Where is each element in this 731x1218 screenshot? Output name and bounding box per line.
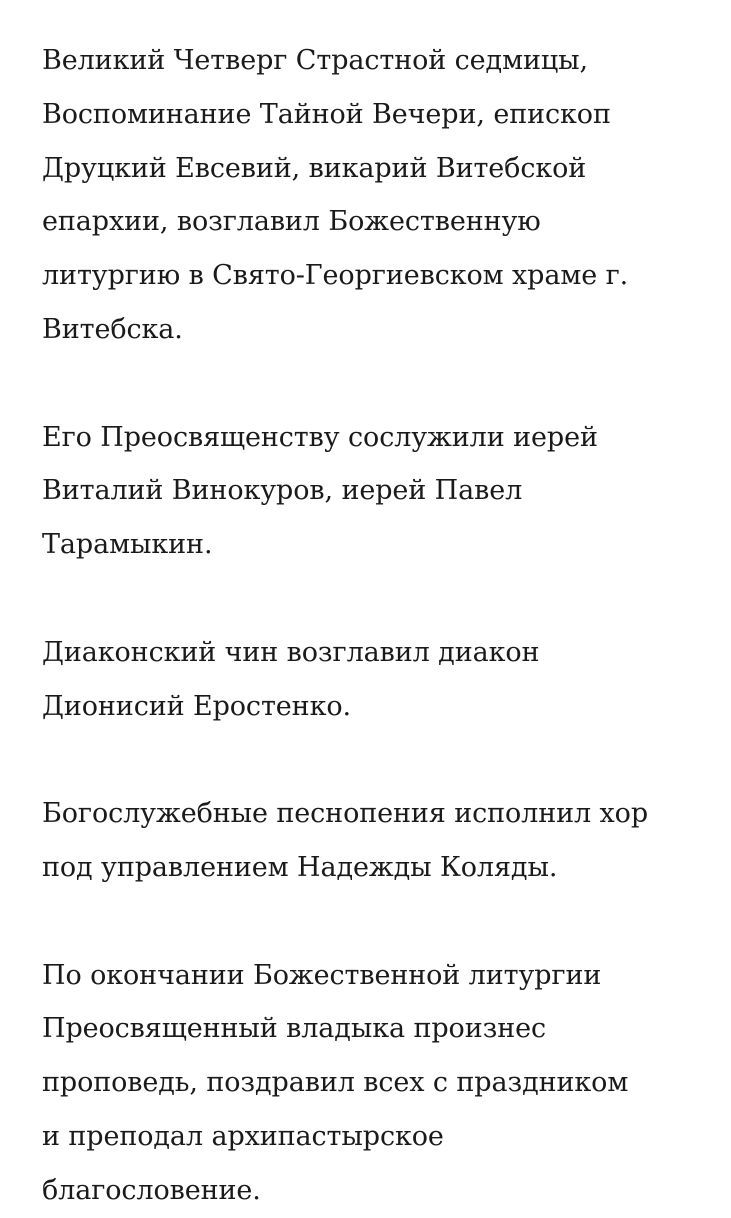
text-line: Витебска. xyxy=(42,313,183,345)
paragraph-choir xyxy=(42,787,692,895)
text-line: По окончании Божественной литургии xyxy=(42,959,602,991)
text-line: проповедь, поздравил всех с праздником xyxy=(42,1067,629,1099)
paragraph-gap xyxy=(42,895,692,949)
text-line: благословение. xyxy=(42,1174,261,1206)
paragraph-liturgy xyxy=(42,34,692,357)
paragraph-gap xyxy=(42,572,692,626)
text-line: Друцкий Евсевий, викарий Витебской xyxy=(42,152,587,184)
text-line: Богослужебные песнопения исполнил хор xyxy=(42,798,649,830)
text-line: Виталий Винокуров, иерей Павел xyxy=(42,475,523,507)
text-line: Преосвященный владыка произнес xyxy=(42,1013,547,1045)
article-body xyxy=(42,34,692,1218)
text-line: и преподал архипастырское xyxy=(42,1120,444,1152)
paragraph-concelebrants xyxy=(42,411,692,572)
paragraph-sermon xyxy=(42,949,692,1218)
paragraph-gap xyxy=(42,357,692,411)
text-line: Дионисий Еростенко. xyxy=(42,690,351,722)
text-line: Великий Четверг Страстной седмицы, xyxy=(42,45,589,76)
text-line: Тарамыкин. xyxy=(42,529,213,561)
text-line: Его Преосвященству сослужили иерей xyxy=(42,421,598,453)
text-line: литургию в Свято-Георгиевском храме г. xyxy=(42,260,629,292)
text-line: Диаконский чин возглавил диакон xyxy=(42,636,540,668)
paragraph-deacon xyxy=(42,626,692,734)
text-line: епархии, возглавил Божественную xyxy=(42,206,541,238)
paragraph-gap xyxy=(42,733,692,787)
text-line: под управлением Надежды Коляды. xyxy=(42,851,558,883)
text-line: Воспоминание Тайной Вечери, епископ xyxy=(42,98,611,130)
